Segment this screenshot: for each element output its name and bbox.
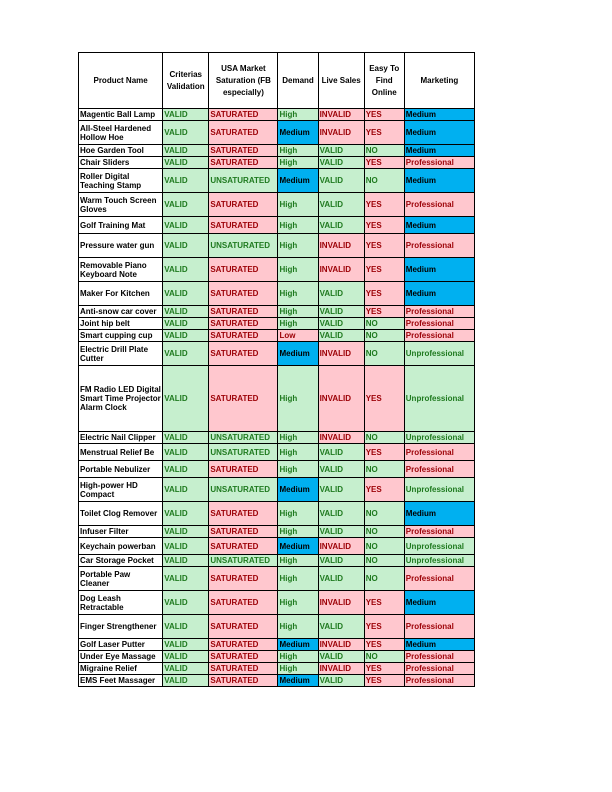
marketing-cell: Unprofessional (404, 366, 474, 432)
easy-to-find-cell: NO (364, 342, 404, 366)
easy-to-find-cell: NO (364, 169, 404, 193)
table-row (79, 282, 475, 306)
easy-to-find-cell: NO (364, 651, 404, 663)
live-sales-cell: VALID (318, 675, 364, 687)
saturation-cell: UNSATURATED (209, 432, 278, 444)
marketing-cell: Medium (404, 258, 474, 282)
demand-cell: High (278, 461, 318, 478)
marketing-cell: Professional (404, 567, 474, 591)
header-marketing: Marketing (404, 53, 474, 109)
product-name-cell: Pressure water gun (79, 234, 163, 258)
marketing-cell: Unprofessional (404, 432, 474, 444)
product-name-cell: Magentic Ball Lamp (79, 109, 163, 121)
easy-to-find-cell: NO (364, 526, 404, 538)
marketing-cell: Medium (404, 282, 474, 306)
product-name-cell: Maker For Kitchen (79, 282, 163, 306)
easy-to-find-cell: NO (364, 555, 404, 567)
saturation-cell: SATURATED (209, 675, 278, 687)
validation-cell: VALID (163, 526, 209, 538)
product-name-cell: Electric Drill Plate Cutter (79, 342, 163, 366)
header-market-saturation: USA Market Saturation (FB especially) (209, 53, 278, 109)
easy-to-find-cell: YES (364, 444, 404, 461)
product-name-cell: Roller Digital Teaching Stamp (79, 169, 163, 193)
live-sales-cell: INVALID (318, 109, 364, 121)
validation-cell: VALID (163, 318, 209, 330)
validation-cell: VALID (163, 567, 209, 591)
validation-cell: VALID (163, 193, 209, 217)
demand-cell: High (278, 555, 318, 567)
product-name-cell: High-power HD Compact (79, 478, 163, 502)
easy-to-find-cell: YES (364, 663, 404, 675)
product-name-cell: Hoe Garden Tool (79, 145, 163, 157)
table-row (79, 591, 475, 615)
saturation-cell: SATURATED (209, 282, 278, 306)
live-sales-cell: INVALID (318, 432, 364, 444)
product-name-cell: Dog Leash Retractable (79, 591, 163, 615)
live-sales-cell: INVALID (318, 663, 364, 675)
easy-to-find-cell: YES (364, 217, 404, 234)
validation-cell: VALID (163, 675, 209, 687)
marketing-cell: Medium (404, 217, 474, 234)
product-name-cell: Joint hip belt (79, 318, 163, 330)
product-name-cell: Removable Piano Keyboard Note (79, 258, 163, 282)
validation-cell: VALID (163, 663, 209, 675)
marketing-cell: Medium (404, 145, 474, 157)
demand-cell: Medium (278, 169, 318, 193)
validation-cell: VALID (163, 366, 209, 432)
table-row (79, 639, 475, 651)
validation-cell: VALID (163, 461, 209, 478)
product-name-cell: Golf Laser Putter (79, 639, 163, 651)
easy-to-find-cell: YES (364, 258, 404, 282)
validation-cell: VALID (163, 258, 209, 282)
easy-to-find-cell: NO (364, 502, 404, 526)
live-sales-cell: VALID (318, 461, 364, 478)
marketing-cell: Professional (404, 675, 474, 687)
table-row (79, 342, 475, 366)
live-sales-cell: VALID (318, 555, 364, 567)
demand-cell: Medium (278, 121, 318, 145)
saturation-cell: SATURATED (209, 526, 278, 538)
table-row (79, 444, 475, 461)
table-row (79, 145, 475, 157)
saturation-cell: SATURATED (209, 258, 278, 282)
easy-to-find-cell: YES (364, 639, 404, 651)
demand-cell: Low (278, 330, 318, 342)
demand-cell: High (278, 157, 318, 169)
validation-cell: VALID (163, 306, 209, 318)
marketing-cell: Medium (404, 121, 474, 145)
header-live-sales: Live Sales (318, 53, 364, 109)
header-criterias-validation: Criterias Validation (163, 53, 209, 109)
table-row (79, 234, 475, 258)
table-row (79, 478, 475, 502)
demand-cell: Medium (278, 675, 318, 687)
marketing-cell: Professional (404, 444, 474, 461)
marketing-cell: Professional (404, 157, 474, 169)
validation-cell: VALID (163, 478, 209, 502)
easy-to-find-cell: NO (364, 330, 404, 342)
validation-cell: VALID (163, 502, 209, 526)
demand-cell: High (278, 109, 318, 121)
easy-to-find-cell: NO (364, 318, 404, 330)
live-sales-cell: VALID (318, 145, 364, 157)
table-row (79, 306, 475, 318)
product-name-cell: All-Steel Hardened Hollow Hoe (79, 121, 163, 145)
marketing-cell: Professional (404, 306, 474, 318)
product-name-cell: Infuser Filter (79, 526, 163, 538)
table-row (79, 193, 475, 217)
header-demand: Demand (278, 53, 318, 109)
easy-to-find-cell: YES (364, 234, 404, 258)
validation-cell: VALID (163, 169, 209, 193)
live-sales-cell: INVALID (318, 234, 364, 258)
product-name-cell: Toilet Clog Remover (79, 502, 163, 526)
product-name-cell: Smart cupping cup (79, 330, 163, 342)
saturation-cell: UNSATURATED (209, 234, 278, 258)
saturation-cell: SATURATED (209, 538, 278, 555)
easy-to-find-cell: YES (364, 121, 404, 145)
product-name-cell: Finger Strengthener (79, 615, 163, 639)
validation-cell: VALID (163, 121, 209, 145)
product-research-table (78, 52, 475, 687)
saturation-cell: UNSATURATED (209, 555, 278, 567)
live-sales-cell: VALID (318, 217, 364, 234)
saturation-cell: SATURATED (209, 193, 278, 217)
marketing-cell: Unprofessional (404, 478, 474, 502)
demand-cell: Medium (278, 478, 318, 502)
marketing-cell: Professional (404, 663, 474, 675)
table-row (79, 461, 475, 478)
product-name-cell: Golf Training Mat (79, 217, 163, 234)
saturation-cell: SATURATED (209, 591, 278, 615)
table-row (79, 538, 475, 555)
product-name-cell: EMS Feet Massager (79, 675, 163, 687)
saturation-cell: SATURATED (209, 157, 278, 169)
table-row (79, 318, 475, 330)
marketing-cell: Professional (404, 615, 474, 639)
saturation-cell: SATURATED (209, 330, 278, 342)
saturation-cell: SATURATED (209, 651, 278, 663)
table-row (79, 663, 475, 675)
saturation-cell: SATURATED (209, 109, 278, 121)
product-name-cell: Car Storage Pocket (79, 555, 163, 567)
table-row (79, 330, 475, 342)
live-sales-cell: VALID (318, 444, 364, 461)
easy-to-find-cell: NO (364, 538, 404, 555)
saturation-cell: SATURATED (209, 306, 278, 318)
validation-cell: VALID (163, 615, 209, 639)
easy-to-find-cell: NO (364, 432, 404, 444)
demand-cell: High (278, 591, 318, 615)
table-row (79, 567, 475, 591)
demand-cell: Medium (278, 639, 318, 651)
demand-cell: High (278, 217, 318, 234)
validation-cell: VALID (163, 342, 209, 366)
product-name-cell: Warm Touch Screen Gloves (79, 193, 163, 217)
marketing-cell: Medium (404, 591, 474, 615)
demand-cell: Medium (278, 342, 318, 366)
marketing-cell: Professional (404, 234, 474, 258)
saturation-cell: SATURATED (209, 615, 278, 639)
product-name-cell: Anti-snow car cover (79, 306, 163, 318)
marketing-cell: Professional (404, 193, 474, 217)
easy-to-find-cell: YES (364, 675, 404, 687)
demand-cell: High (278, 145, 318, 157)
live-sales-cell: VALID (318, 478, 364, 502)
demand-cell: High (278, 651, 318, 663)
saturation-cell: UNSATURATED (209, 478, 278, 502)
demand-cell: High (278, 526, 318, 538)
marketing-cell: Medium (404, 639, 474, 651)
live-sales-cell: VALID (318, 169, 364, 193)
product-name-cell: Chair Sliders (79, 157, 163, 169)
table-row (79, 258, 475, 282)
demand-cell: High (278, 567, 318, 591)
validation-cell: VALID (163, 538, 209, 555)
live-sales-cell: VALID (318, 157, 364, 169)
saturation-cell: SATURATED (209, 318, 278, 330)
marketing-cell: Professional (404, 461, 474, 478)
product-name-cell: Electric Nail Clipper (79, 432, 163, 444)
live-sales-cell: VALID (318, 193, 364, 217)
table-row (79, 615, 475, 639)
easy-to-find-cell: YES (364, 366, 404, 432)
validation-cell: VALID (163, 217, 209, 234)
saturation-cell: UNSATURATED (209, 169, 278, 193)
header-product-name: Product Name (79, 53, 163, 109)
table-row (79, 555, 475, 567)
easy-to-find-cell: YES (364, 157, 404, 169)
marketing-cell: Professional (404, 330, 474, 342)
easy-to-find-cell: YES (364, 478, 404, 502)
easy-to-find-cell: NO (364, 461, 404, 478)
live-sales-cell: VALID (318, 502, 364, 526)
marketing-cell: Unprofessional (404, 555, 474, 567)
saturation-cell: UNSATURATED (209, 444, 278, 461)
live-sales-cell: INVALID (318, 121, 364, 145)
table-row (79, 432, 475, 444)
validation-cell: VALID (163, 432, 209, 444)
validation-cell: VALID (163, 639, 209, 651)
demand-cell: High (278, 193, 318, 217)
table-row (79, 157, 475, 169)
validation-cell: VALID (163, 444, 209, 461)
demand-cell: High (278, 444, 318, 461)
demand-cell: High (278, 306, 318, 318)
saturation-cell: SATURATED (209, 567, 278, 591)
live-sales-cell: INVALID (318, 342, 364, 366)
table-row (79, 675, 475, 687)
saturation-cell: SATURATED (209, 366, 278, 432)
header-row (79, 53, 475, 109)
live-sales-cell: INVALID (318, 639, 364, 651)
product-name-cell: Portable Paw Cleaner (79, 567, 163, 591)
product-name-cell: Portable Nebulizer (79, 461, 163, 478)
saturation-cell: SATURATED (209, 663, 278, 675)
demand-cell: Medium (278, 538, 318, 555)
saturation-cell: SATURATED (209, 461, 278, 478)
table-row (79, 651, 475, 663)
product-name-cell: Under Eye Massage (79, 651, 163, 663)
validation-cell: VALID (163, 651, 209, 663)
validation-cell: VALID (163, 157, 209, 169)
marketing-cell: Medium (404, 502, 474, 526)
marketing-cell: Professional (404, 651, 474, 663)
easy-to-find-cell: YES (364, 591, 404, 615)
demand-cell: High (278, 258, 318, 282)
table-row (79, 121, 475, 145)
marketing-cell: Medium (404, 169, 474, 193)
live-sales-cell: INVALID (318, 366, 364, 432)
saturation-cell: SATURATED (209, 502, 278, 526)
saturation-cell: SATURATED (209, 145, 278, 157)
validation-cell: VALID (163, 555, 209, 567)
validation-cell: VALID (163, 282, 209, 306)
table-row (79, 526, 475, 538)
table-row (79, 502, 475, 526)
easy-to-find-cell: YES (364, 193, 404, 217)
live-sales-cell: VALID (318, 282, 364, 306)
demand-cell: High (278, 318, 318, 330)
live-sales-cell: VALID (318, 318, 364, 330)
demand-cell: High (278, 234, 318, 258)
demand-cell: High (278, 282, 318, 306)
easy-to-find-cell: YES (364, 306, 404, 318)
easy-to-find-cell: YES (364, 615, 404, 639)
header-easy-to-find: Easy To Find Online (364, 53, 404, 109)
marketing-cell: Medium (404, 109, 474, 121)
live-sales-cell: VALID (318, 615, 364, 639)
table-row (79, 217, 475, 234)
product-name-cell: Keychain powerban (79, 538, 163, 555)
easy-to-find-cell: YES (364, 282, 404, 306)
live-sales-cell: INVALID (318, 258, 364, 282)
product-name-cell: FM Radio LED Digital Smart Time Projector Alarm Clock (79, 366, 163, 432)
live-sales-cell: INVALID (318, 538, 364, 555)
demand-cell: High (278, 615, 318, 639)
saturation-cell: SATURATED (209, 121, 278, 145)
product-name-cell: Menstrual Relief Be (79, 444, 163, 461)
demand-cell: High (278, 432, 318, 444)
saturation-cell: SATURATED (209, 342, 278, 366)
validation-cell: VALID (163, 234, 209, 258)
demand-cell: High (278, 663, 318, 675)
live-sales-cell: VALID (318, 526, 364, 538)
marketing-cell: Unprofessional (404, 538, 474, 555)
demand-cell: High (278, 366, 318, 432)
saturation-cell: SATURATED (209, 217, 278, 234)
validation-cell: VALID (163, 591, 209, 615)
live-sales-cell: INVALID (318, 591, 364, 615)
easy-to-find-cell: NO (364, 145, 404, 157)
validation-cell: VALID (163, 330, 209, 342)
saturation-cell: SATURATED (209, 639, 278, 651)
marketing-cell: Professional (404, 526, 474, 538)
easy-to-find-cell: YES (364, 109, 404, 121)
validation-cell: VALID (163, 109, 209, 121)
demand-cell: High (278, 502, 318, 526)
live-sales-cell: VALID (318, 567, 364, 591)
marketing-cell: Unprofessional (404, 342, 474, 366)
live-sales-cell: VALID (318, 651, 364, 663)
easy-to-find-cell: NO (364, 567, 404, 591)
table-row (79, 109, 475, 121)
table-row (79, 169, 475, 193)
marketing-cell: Professional (404, 318, 474, 330)
live-sales-cell: VALID (318, 306, 364, 318)
live-sales-cell: VALID (318, 330, 364, 342)
product-name-cell: Migraine Relief (79, 663, 163, 675)
table-row (79, 366, 475, 432)
validation-cell: VALID (163, 145, 209, 157)
